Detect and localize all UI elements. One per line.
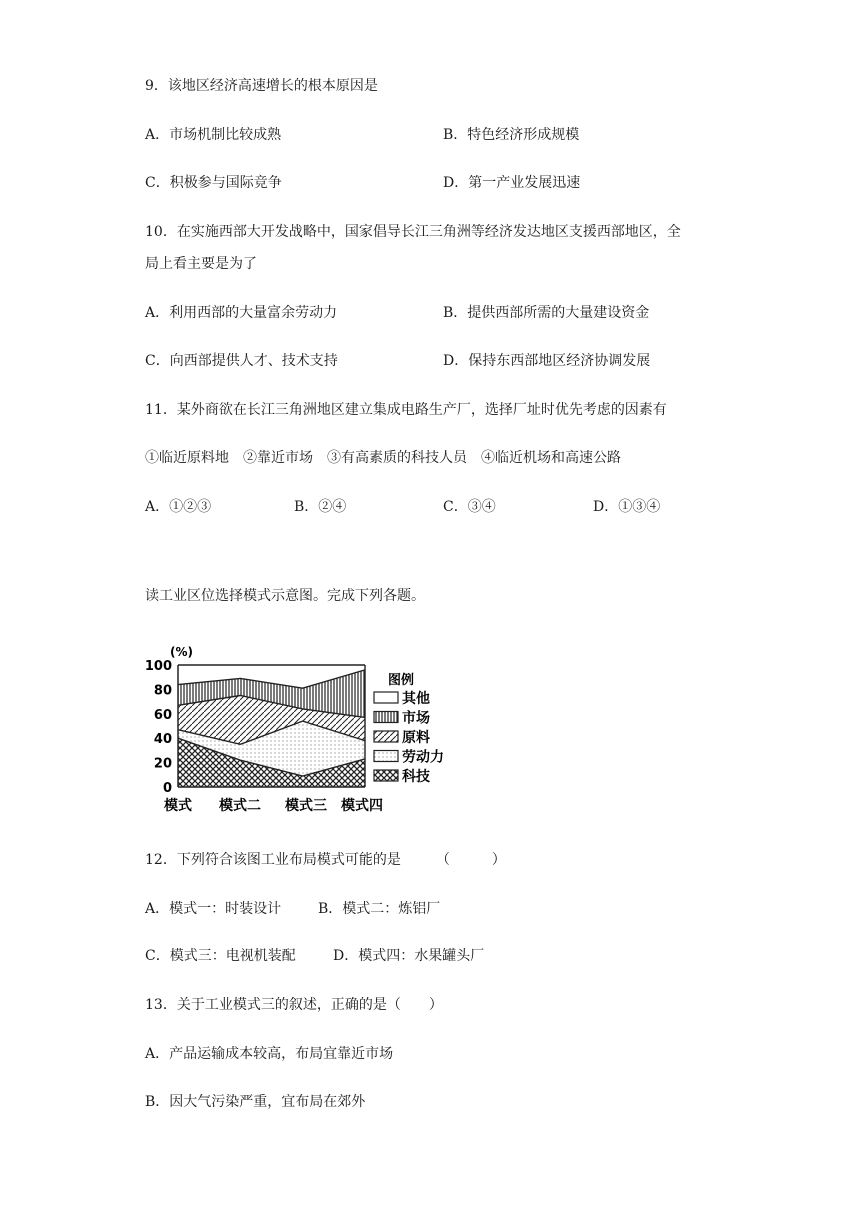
- q13-option-b: B．因大气污染严重，宜布局在郊外: [145, 1094, 366, 1110]
- x-tick-label: 模式四: [341, 798, 383, 814]
- q11-option-c: C．③④: [443, 499, 496, 515]
- q10-option-c: C．向西部提供人才、技术支持: [145, 353, 338, 369]
- legend-swatch-其他: [374, 692, 398, 703]
- q10-option-b: B．提供西部所需的大量建设资金: [443, 305, 650, 321]
- q12-option-c: C．模式三：电视机装配: [145, 948, 296, 964]
- q10-option-a: A．利用西部的大量富余劳动力: [145, 305, 338, 321]
- q9-stem: 9．该地区经济高速增长的根本原因是: [145, 78, 378, 94]
- y-tick-label: 80: [153, 683, 172, 699]
- y-tick-label: 20: [153, 756, 172, 772]
- q12-option-a: A．模式一：时装设计: [145, 901, 282, 917]
- q12-option-d: D．模式四：水果罐头厂: [333, 948, 485, 964]
- q11-option-d: D．①③④: [593, 499, 661, 515]
- q13-option-a: A．产品运输成本较高，布局宜靠近市场: [145, 1046, 394, 1062]
- q9-option-c: C．积极参与国际竞争: [145, 175, 282, 191]
- q9-option-a: A．市场机制比较成熟: [145, 127, 282, 143]
- legend-label-其他: 其他: [402, 691, 430, 707]
- x-tick-label: 模式: [164, 798, 192, 814]
- legend-swatch-科技: [374, 770, 398, 781]
- q12-option-b: B．模式二：炼铝厂: [318, 901, 441, 917]
- y-axis-label: (%): [170, 645, 193, 659]
- legend-label-原料: 原料: [402, 730, 430, 746]
- q10-stem-line1: 10．在实施西部大开发战略中，国家倡导长江三角洲等经济发达地区支援西部地区，全: [145, 224, 681, 240]
- chart-intro: 读工业区位选择模式示意图。完成下列各题。: [145, 588, 425, 604]
- legend-swatch-市场: [374, 712, 398, 723]
- legend-label-劳动力: 劳动力: [402, 749, 444, 766]
- q10-option-d: D．保持东西部地区经济协调发展: [443, 353, 651, 369]
- x-tick-label: 模式二: [219, 798, 261, 814]
- legend-swatch-原料: [374, 731, 398, 742]
- q11-option-b: B．②④: [294, 499, 347, 515]
- q10-stem-line2: 局上看主要是为了: [145, 256, 257, 272]
- legend-swatch-劳动力: [374, 751, 398, 762]
- legend-label-市场: 市场: [402, 710, 430, 727]
- y-tick-label: 40: [153, 732, 172, 748]
- legend-title: 图例: [388, 673, 415, 688]
- q13-stem: 13．关于工业模式三的叙述，正确的是（ ）: [145, 997, 443, 1013]
- q11-option-a: A．①②③: [145, 499, 212, 515]
- q9-option-b: B．特色经济形成规模: [443, 127, 580, 143]
- q9-option-d: D．第一产业发展迅速: [443, 175, 581, 191]
- q11-items: ①临近原料地 ②靠近市场 ③有高素质的科技人员 ④临近机场和高速公路: [145, 450, 621, 466]
- y-tick-label: 60: [153, 707, 172, 723]
- industry-location-chart: [144, 640, 444, 820]
- q12-stem: 12．下列符合该图工业布局模式可能的是 （ ）: [145, 852, 506, 868]
- q11-stem: 11．某外商欲在长江三角洲地区建立集成电路生产厂，选择厂址时优先考虑的因素有: [145, 402, 667, 418]
- y-tick-label: 100: [144, 659, 172, 674]
- x-tick-label: 模式三: [285, 798, 327, 814]
- y-tick-label: 0: [162, 781, 172, 796]
- legend-label-科技: 科技: [402, 769, 430, 785]
